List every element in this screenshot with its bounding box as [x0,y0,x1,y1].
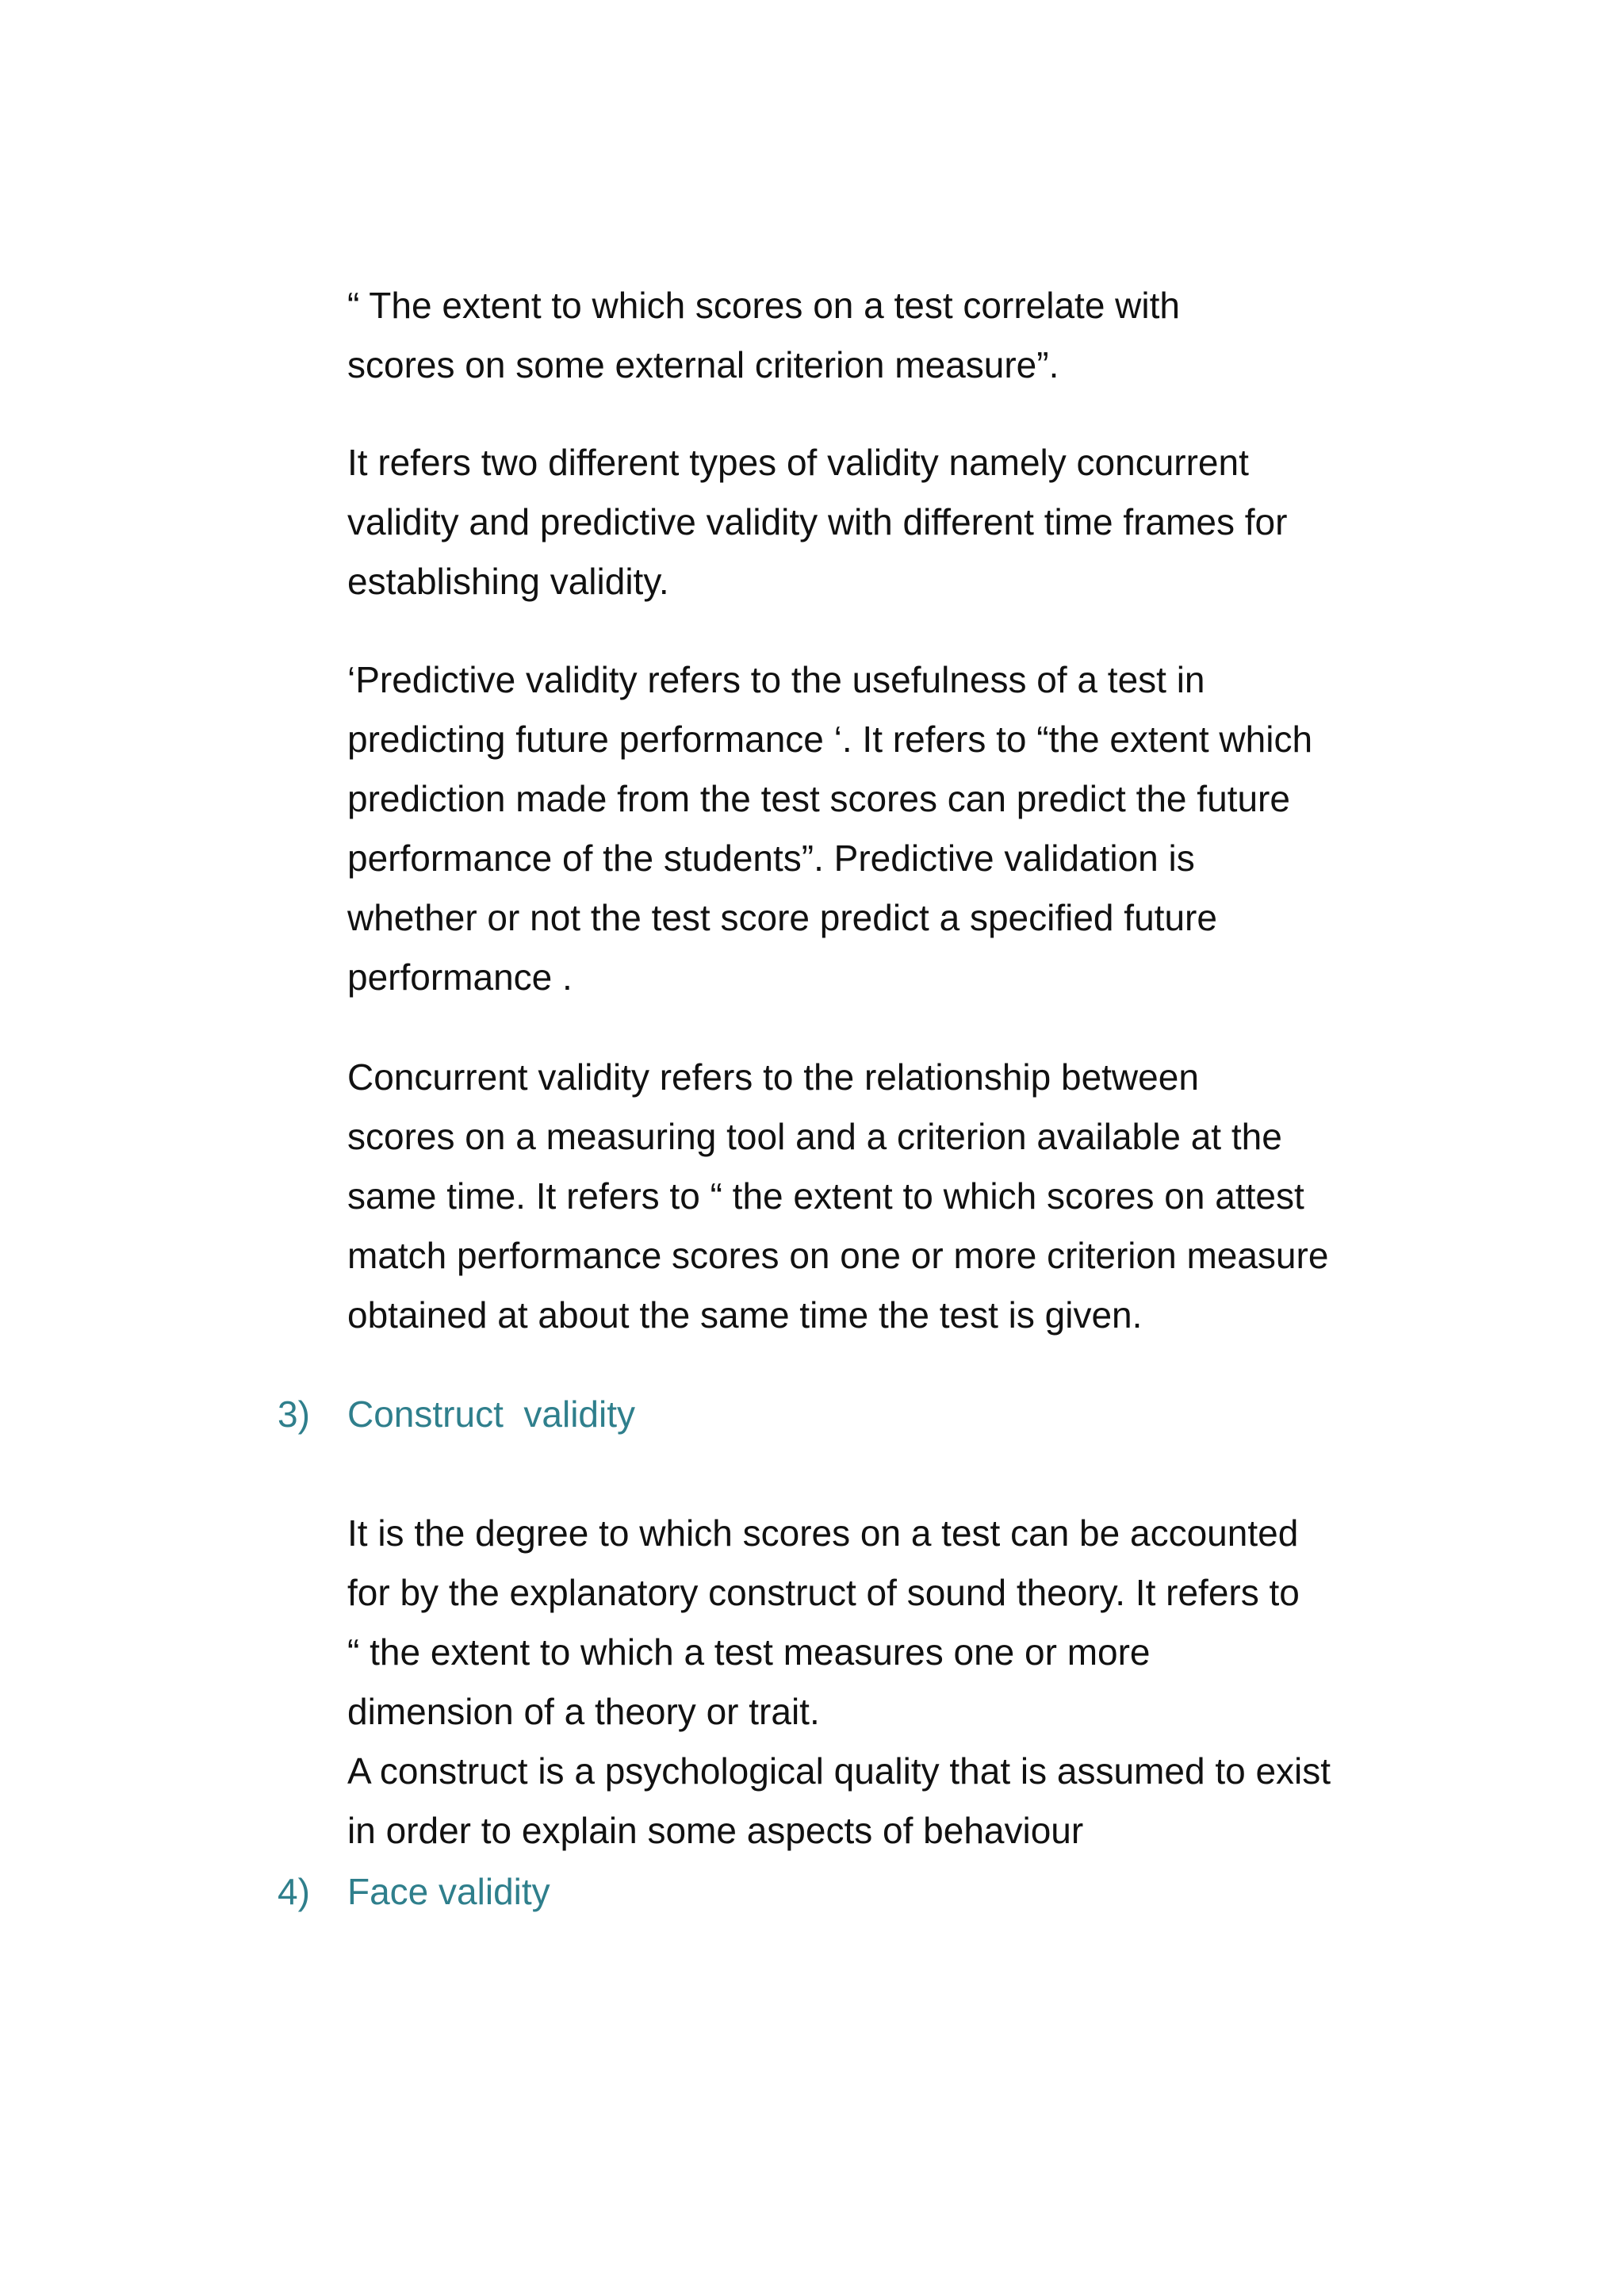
paragraph-predictive-validity: ‘Predictive validity refers to the usefulness of a test in predicting future performance ‘. It refers to “the extent which prediction made from the test scores can predict the future performance of the students”. Predictive validation is whether or not the test score predict a specified future performance . [347,659,1313,998]
heading-number: 4) [278,1871,310,1912]
paragraph-construct-validity: It is the degree to which scores on a test can be accounted for by the explanatory construct of sound theory. It refers to “ the extent to which a test measures one or more dimension of a theory or trait. A construct is a psychological quality that is assumed to exist in order to explain some aspects of behaviour [347,1512,1331,1851]
paragraph-criterion-definition: “ The extent to which scores on a test correlate with scores on some external criterion measure”. [347,285,1180,385]
heading-face-validity [278,1862,550,1922]
heading-number: 3) [278,1393,310,1435]
heading-construct-validity [278,1385,636,1444]
paragraph-concurrent-validity: Concurrent validity refers to the relationship between scores on a measuring tool and a criterion available at the same time. It refers to “ the extent to which scores on attest match performance scores on one or more criterion measure obtained at about the same time the test is given. [347,1056,1329,1336]
paragraph-validity-types: It refers two different types of validity namely concurrent validity and predictive validity with different time frames for establishing validity. [347,442,1288,602]
heading-label: Face validity [347,1871,550,1912]
heading-label: Construct validity [347,1393,636,1435]
